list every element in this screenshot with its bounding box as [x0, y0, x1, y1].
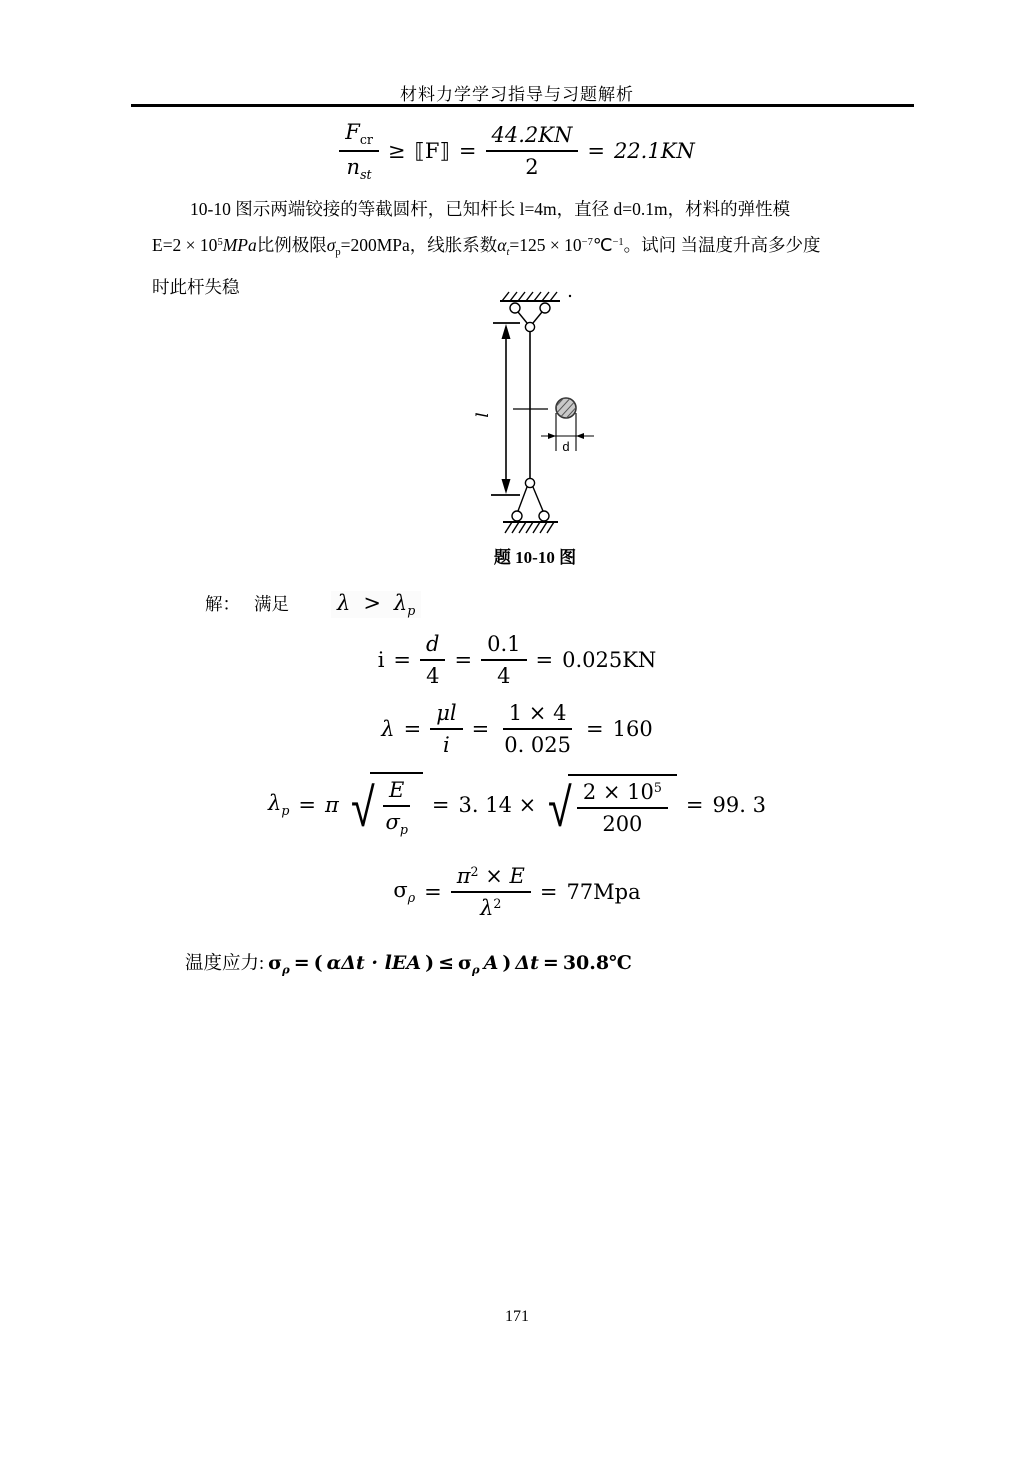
- equation-fcr: [0, 120, 1034, 182]
- fraction-442-2: [486, 123, 579, 179]
- temperature-stress-equation: [185, 949, 632, 977]
- sigma-p-symbol: $\sigma_\rho$: [458, 952, 480, 977]
- critical-stress-result: 77Mpa: [566, 880, 641, 904]
- equals-sign: =: [458, 139, 477, 164]
- equals-sign: =: [471, 717, 490, 741]
- nst-symbol: n: [346, 155, 361, 180]
- i-result: 0.025KN: [562, 648, 657, 672]
- lambda-symbol: λ: [381, 717, 395, 741]
- equals-sign: =: [403, 717, 422, 741]
- equation-slenderness: [0, 701, 1034, 757]
- radical-sign: √: [548, 775, 572, 839]
- sqrt-2e5-200: √ $\frac{2 \times 10^5}{200}$: [545, 774, 677, 836]
- temperature-result: 30.8℃: [562, 952, 632, 974]
- page-number: 171: [505, 1308, 529, 1325]
- leq-sign: ≤: [438, 952, 455, 974]
- equals-sign: =: [393, 648, 412, 672]
- critical-slenderness-result: 99. 3: [712, 792, 766, 817]
- equals-sign: =: [685, 792, 704, 817]
- page-header-title: 材料力学学习指导与习题解析: [400, 85, 634, 104]
- i-symbol: i: [377, 648, 385, 672]
- fraction-1x4-0025: $\frac{1 \times 4}{0. 025}$: [504, 701, 571, 757]
- bottom-pin-support: [503, 478, 558, 533]
- fraction-mul-i: $\frac{\mu l}{i}$: [430, 701, 462, 757]
- close-paren: ): [502, 952, 512, 974]
- equals-sign: =: [542, 952, 559, 974]
- problem-line-1: 10-10 图示两端铰接的等截圆杆，已知杆长 l=4m，直径 d=0.1m，材料的弹性模: [190, 199, 791, 219]
- delta-t-symbol: Δt: [515, 952, 539, 974]
- problem-line-3: 时此杆失稳: [152, 276, 240, 297]
- length-dimension: [473, 323, 520, 495]
- problem-line-2: $E=2 \times 10^5MPa$比例极限$\sigma_p=200MPa$，线胀系数$\alpha_t=125$ × $10^{-7}℃^{-1}$。试问 当温度升高多少度: [152, 234, 821, 258]
- open-paren: (: [313, 952, 323, 974]
- solution-intro: [205, 591, 421, 618]
- cross-section: [541, 391, 594, 454]
- equals-sign: =: [535, 648, 554, 672]
- column-buckling-figure: [448, 283, 633, 541]
- diameter-label: d: [562, 439, 570, 454]
- equals-sign: =: [454, 648, 473, 672]
- result-221kn: 22.1KN: [613, 139, 695, 164]
- fcr-subscript: cr: [359, 132, 373, 148]
- pi-symbol: π: [325, 792, 339, 817]
- satisfies-label: 满足: [254, 594, 289, 614]
- lambda-condition: [331, 591, 421, 618]
- lambda-p-symbol: $\lambda_p$: [268, 791, 290, 819]
- equation-critical-slenderness: [0, 772, 1034, 837]
- stray-dot: [569, 295, 571, 297]
- header-rule: [131, 104, 914, 107]
- force-value: 44.2KN: [486, 123, 579, 152]
- nst-subscript: st: [360, 167, 372, 183]
- length-label: l: [473, 412, 493, 418]
- equation-critical-stress: [0, 864, 1034, 920]
- temperature-stress-label: 温度应力:: [185, 954, 265, 974]
- allowable-force-bracket: ⟦F⟧: [414, 139, 450, 164]
- slenderness-result: 160: [612, 717, 653, 741]
- radical-sign: √: [350, 775, 375, 839]
- lambda-p-symbol: $\lambda_p$: [393, 591, 416, 619]
- equals-sign: =: [587, 139, 605, 164]
- fraction-fcr-nst: [339, 120, 379, 182]
- sqrt-E-sigma: √ $\frac{E}{\sigma_p}$: [348, 772, 423, 837]
- geq-sign: ≥: [387, 139, 406, 164]
- equals-sign: =: [293, 952, 310, 974]
- lambda-symbol: λ: [337, 591, 351, 615]
- fraction-01-4: $\frac{0.1}{4}$: [481, 632, 526, 688]
- equation-radius-gyration: [0, 632, 1034, 688]
- fcr-symbol: F: [345, 120, 360, 144]
- safety-factor-value: 2: [525, 155, 539, 180]
- figure-caption: 题 10-10 图: [493, 548, 577, 567]
- equals-sign: =: [539, 880, 558, 904]
- column-rod: [513, 332, 548, 479]
- close-paren: ): [425, 952, 435, 974]
- pi-value: 3. 14 ×: [458, 792, 537, 817]
- sigma-p-symbol: $\sigma_\rho$: [268, 952, 290, 977]
- fraction-d-4: $\frac{d}{4}$: [420, 632, 445, 688]
- top-pin-support: [500, 292, 571, 332]
- fraction-pi2E-lambda2: $\frac{\pi^2 \times E}{\lambda^2}$: [451, 864, 531, 920]
- greater-than-sign: >: [363, 591, 381, 615]
- equals-sign: =: [431, 792, 450, 817]
- thermal-term: αΔt · lEA: [326, 952, 422, 974]
- solution-label: 解：: [205, 594, 240, 614]
- sigma-p-symbol: $\sigma_\rho$: [393, 878, 416, 906]
- area-symbol: A: [483, 952, 499, 974]
- equals-sign: =: [424, 880, 442, 904]
- equals-sign: =: [298, 792, 317, 817]
- equals-sign: =: [586, 717, 604, 741]
